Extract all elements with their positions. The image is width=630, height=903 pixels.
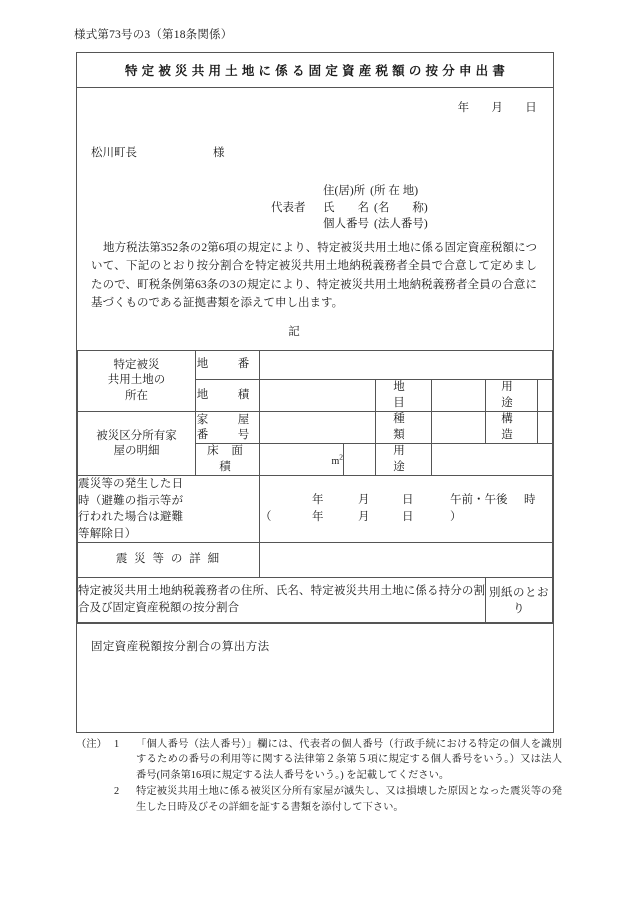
kaoku-bangou-line-2: 番 号 [196, 428, 259, 441]
rep-name-label: 氏 名 [323, 201, 369, 214]
chiban-label: 地 番 [196, 351, 260, 380]
rep-mynumber-label: 個人番号 [323, 218, 369, 230]
date-line [458, 99, 537, 115]
building-detail-label-cell [78, 412, 196, 476]
calc-method-box[interactable] [77, 623, 553, 732]
land-youto-label: 用 途 [486, 380, 538, 412]
yukamenseki-label: 床 面 積 [196, 444, 260, 476]
quake-date-value-cell[interactable] [260, 476, 553, 543]
table-row-owner-list [78, 578, 553, 623]
header-zone [77, 88, 553, 239]
building-detail-line-2: 屋の明細 [113, 444, 160, 457]
land-location-line-3: 所在 [125, 389, 148, 402]
shurui-label: 種 類 [376, 412, 432, 444]
ki-mark: 記 [288, 325, 300, 338]
addressee-honorific: 様 [213, 147, 225, 159]
body-zone [77, 239, 553, 341]
quake-date-label-cell [78, 476, 260, 543]
representative-row-address [271, 183, 428, 200]
chiban-value-field[interactable] [260, 351, 553, 380]
notes-marker: （注） [76, 739, 107, 750]
chiseki-label: 地 積 [196, 380, 260, 412]
land-location-line-2: 共用土地の [107, 374, 166, 387]
quake-date-label-line-4: 等解除日） [78, 527, 137, 540]
table-row-chiban [78, 351, 553, 380]
quake-date-line-2 [260, 509, 552, 526]
representative-block [271, 183, 428, 233]
quake-paren-close: ） [450, 511, 462, 524]
quake-date-label-line-2: 時（避難の指示等が [78, 494, 184, 507]
chiseki-value-field[interactable] [260, 380, 376, 412]
quake-detail-value-field[interactable] [260, 543, 553, 578]
rep-mynumber-paren: (法人番号) [374, 218, 428, 230]
quake-year-label: 年 [312, 494, 324, 507]
representative-row-number [271, 216, 428, 233]
land-location-label-cell [78, 351, 196, 412]
note-1-number: 1 [114, 739, 120, 750]
date-day-label: 日 [525, 102, 537, 114]
table-row-quake-date [78, 476, 553, 543]
table-row-quake-detail [78, 543, 553, 578]
body-paragraph: 地方税法第352条の2第6項の規定により、特定被災共用土地に係る固定資産税額について、下記のとおり按分割合を特定被災共用土地納税義務者全員で合意して定めましたので、町税条例第63条の3の規定により、特定被災共用土地納税義務者全員の合意に基づくものである証拠書類を添えて申し出ます。 [91, 242, 537, 310]
page-title: 特定被災共用土地に係る固定資産税額の按分申出書 [124, 64, 510, 78]
note-1-text: 「個人番号（法人番号）」欄には、代表者の個人番号（行政手続における特定の個人を識別するための番号の利用等に関する法律第２条第５項に規定する個人番号をいう。）又は法人番号(同条第16項に規定する法人番号をいう。) を記載してください。 [136, 739, 562, 781]
building-youto-value-field[interactable] [432, 444, 553, 476]
quake-ampm-label: 午前・午後 [450, 494, 508, 507]
kouzou-label: 構 造 [486, 412, 538, 444]
quake-hour-label: 時 [524, 494, 536, 507]
kaoku-bangou-value-field[interactable] [260, 412, 376, 444]
quake-date-label-line-3: 行われた場合は避難 [78, 511, 184, 524]
quake-release-day-label: 日 [402, 511, 414, 524]
representative-row-name [271, 200, 428, 217]
quake-detail-label: 震 災 等 の 詳 細 [78, 543, 260, 578]
land-location-line-1: 特定被災 [113, 358, 160, 371]
quake-date-label-line-1: 震災等の発生した日 [78, 478, 184, 491]
note-item-1 [76, 737, 562, 783]
representative-label: 代表者 [271, 201, 306, 214]
addressee [91, 144, 225, 160]
owner-list-label: 特定被災共用土地納税義務者の住所、氏名、特定被災共用土地に係る持分の割合及び固定資産税額の按分割合 [78, 578, 486, 623]
yukamenseki-spill-field[interactable] [344, 444, 376, 476]
unit-m2: $m^2$ [331, 452, 343, 467]
rep-name-paren: (名 称) [374, 201, 428, 214]
shurui-value-field[interactable] [432, 412, 486, 444]
building-youto-label: 用 途 [376, 444, 432, 476]
calc-method-label: 固定資産税額按分割合の算出方法 [91, 641, 270, 654]
kaoku-bangou-label [196, 412, 260, 444]
note-2-number: 2 [114, 786, 120, 798]
rep-address-paren: (所 在 地) [370, 185, 419, 197]
date-year-label: 年 [457, 102, 470, 114]
form-number: 様式第73号の3（第18条関係） [74, 29, 233, 41]
rep-address-field: 住(居)所 [323, 185, 366, 197]
chimoku-label: 地 目 [376, 380, 432, 412]
quake-paren-open: （ [260, 511, 272, 524]
yukamenseki-value-field[interactable] [260, 444, 344, 476]
table-row-kaoku-bangou [78, 412, 553, 444]
quake-month-label: 月 [358, 494, 370, 507]
note-item-2 [76, 784, 562, 815]
kaoku-bangou-line-1: 家 屋 [196, 414, 259, 427]
date-month-label: 月 [491, 102, 504, 114]
details-table [77, 350, 553, 623]
chimoku-value-field[interactable] [432, 380, 486, 412]
quake-day-label: 日 [402, 494, 414, 507]
quake-date-line-1 [260, 492, 552, 509]
title-band [77, 53, 553, 88]
building-detail-line-1: 被災区分所有家 [96, 430, 177, 443]
quake-release-year-label: 年 [312, 511, 324, 524]
addressee-name: 松川町長 [91, 147, 137, 159]
form-container [76, 52, 554, 733]
notes-section [76, 737, 562, 815]
quake-release-month-label: 月 [358, 511, 370, 524]
owner-list-value: 別紙のとおり [486, 578, 553, 623]
note-2-text: 特定被災共用土地に係る被災区分所有家屋が滅失し、又は損壊した原因となった震災等の発生した日時及びその詳細を証する書類を添付して下さい。 [136, 786, 562, 813]
